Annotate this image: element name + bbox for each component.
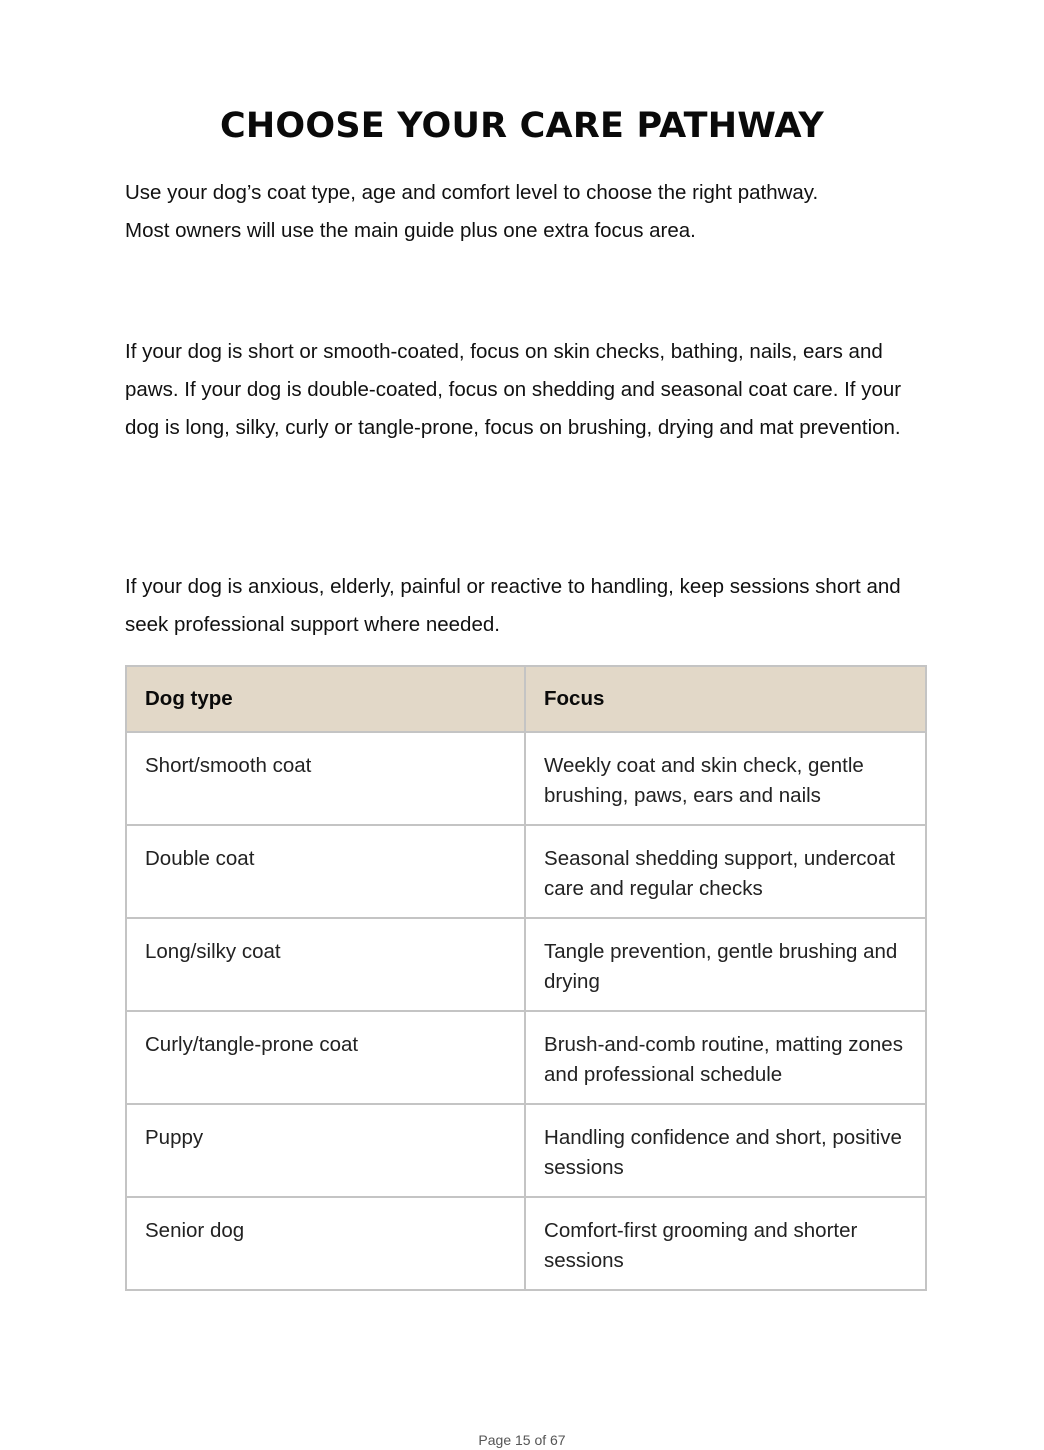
handling-paragraph: If your dog is anxious, elderly, painful or reactive to handling, keep sessions short and seek professional support where needed. bbox=[125, 575, 901, 636]
intro-line-1: Use your dog’s coat type, age and comfort level to choose the right pathway. bbox=[125, 181, 819, 204]
table-row bbox=[126, 825, 926, 918]
focus-cell: Tangle prevention, gentle brushing and drying bbox=[525, 918, 926, 1011]
intro-line-2: Most owners will use the main guide plus one extra focus area. bbox=[125, 219, 696, 242]
dog-type-cell: Double coat bbox=[126, 825, 525, 918]
table-row bbox=[126, 732, 926, 825]
table-row bbox=[126, 1197, 926, 1290]
focus-cell: Comfort-first grooming and shorter sessions bbox=[525, 1197, 926, 1290]
coat-type-paragraph: If your dog is short or smooth-coated, focus on skin checks, bathing, nails, ears and paws. If your dog is double-coated, focus on shedding and seasonal coat care. If your dog is long, silky, curly or tangle-prone, focus on brushing, drying and mat prevention. bbox=[125, 340, 902, 439]
table-row bbox=[126, 918, 926, 1011]
table-header-row bbox=[126, 666, 926, 732]
focus-cell: Weekly coat and skin check, gentle brushing, paws, ears and nails bbox=[525, 732, 926, 825]
focus-cell: Seasonal shedding support, undercoat care and regular checks bbox=[525, 825, 926, 918]
dog-type-cell: Short/smooth coat bbox=[126, 732, 525, 825]
dog-type-cell: Senior dog bbox=[126, 1197, 525, 1290]
focus-cell: Handling confidence and short, positive sessions bbox=[525, 1104, 926, 1197]
page-number: Page 15 of 67 bbox=[478, 1432, 566, 1448]
table-row bbox=[126, 1011, 926, 1104]
page-title: CHOOSE YOUR CARE PATHWAY bbox=[220, 106, 824, 146]
header-focus: Focus bbox=[525, 666, 926, 732]
intro-paragraph bbox=[125, 174, 925, 250]
dog-type-cell: Curly/tangle-prone coat bbox=[126, 1011, 525, 1104]
header-dog-type: Dog type bbox=[126, 666, 525, 732]
care-pathway-table bbox=[125, 665, 927, 1291]
dog-type-cell: Puppy bbox=[126, 1104, 525, 1197]
dog-type-cell: Long/silky coat bbox=[126, 918, 525, 1011]
focus-cell: Brush-and-comb routine, matting zones and professional schedule bbox=[525, 1011, 926, 1104]
table-row bbox=[126, 1104, 926, 1197]
